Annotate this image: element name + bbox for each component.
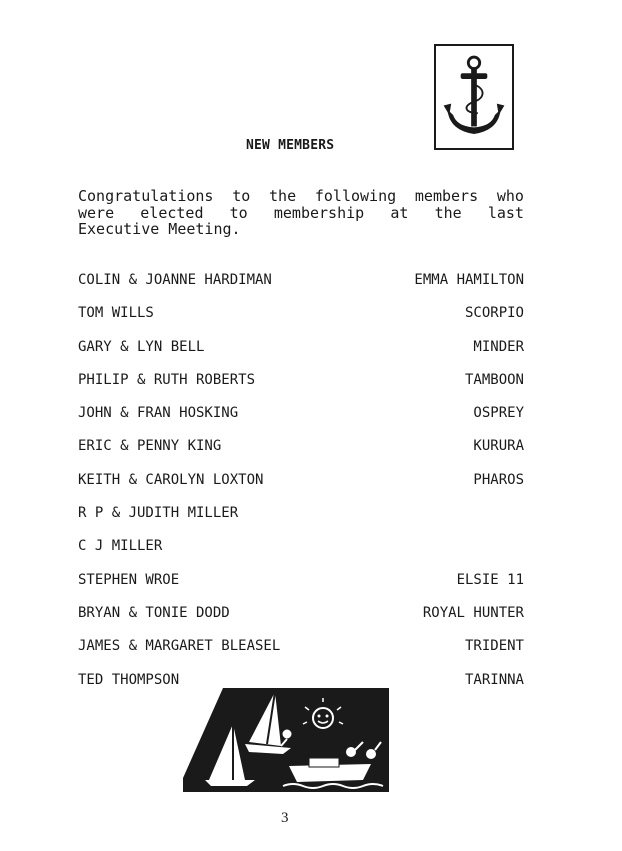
member-row xyxy=(78,604,524,637)
intro-word: to xyxy=(232,187,251,205)
member-row xyxy=(78,404,524,437)
member-name: KEITH & CAROLYN LOXTON xyxy=(78,471,264,488)
intro-word: elected xyxy=(140,203,204,222)
intro-word: who xyxy=(496,187,524,205)
member-name: TOM WILLS xyxy=(78,305,154,322)
member-row xyxy=(78,437,524,470)
intro-word: membership xyxy=(273,203,365,222)
member-name: TED THOMPSON xyxy=(78,671,180,688)
intro-word: last xyxy=(487,203,524,222)
member-name: JOHN & FRAN HOSKING xyxy=(78,405,239,422)
intro-word: were xyxy=(78,203,115,222)
boat-name: TARINNA xyxy=(464,671,524,688)
intro-line-1 xyxy=(78,188,524,205)
boat-name: TAMBOON xyxy=(464,371,524,388)
intro-word: the xyxy=(434,203,462,222)
member-name: C J MILLER xyxy=(78,538,163,555)
member-list xyxy=(78,271,524,704)
boat-name: TRIDENT xyxy=(464,638,524,655)
intro-word: the xyxy=(269,187,297,205)
intro-word: members xyxy=(414,187,479,205)
member-name: ERIC & PENNY KING xyxy=(78,438,222,455)
boat-name: OSPREY xyxy=(473,405,524,422)
member-row xyxy=(78,571,524,604)
member-row xyxy=(78,371,524,404)
member-name: BRYAN & TONIE DODD xyxy=(78,604,230,621)
intro-line-3: Executive Meeting. xyxy=(78,220,241,238)
member-row xyxy=(78,537,524,570)
boat-name: ROYAL HUNTER xyxy=(422,604,524,621)
page-number: 3 xyxy=(281,810,289,826)
member-name: PHILIP & RUTH ROBERTS xyxy=(78,371,256,388)
intro-word: at xyxy=(390,203,409,222)
member-name: GARY & LYN BELL xyxy=(78,338,205,355)
member-name: JAMES & MARGARET BLEASEL xyxy=(78,638,281,655)
member-name: COLIN & JOANNE HARDIMAN xyxy=(78,272,272,288)
member-row xyxy=(78,271,524,304)
anchor-icon xyxy=(434,44,514,150)
boat-name: SCORPIO xyxy=(464,305,524,322)
boat-name: ELSIE 11 xyxy=(456,571,524,588)
intro-word: to xyxy=(229,203,248,222)
member-name: R P & JUDITH MILLER xyxy=(78,505,239,522)
page-title: NEW MEMBERS xyxy=(246,138,335,153)
boat-name: EMMA HAMILTON xyxy=(414,272,524,288)
intro-line-2 xyxy=(78,205,524,222)
member-row xyxy=(78,637,524,670)
boat-name: MINDER xyxy=(473,338,524,355)
member-row xyxy=(78,304,524,337)
sailboats-illustration xyxy=(183,688,389,792)
intro-word: following xyxy=(314,187,397,205)
member-row xyxy=(78,338,524,371)
boat-name: PHAROS xyxy=(473,471,524,488)
intro-paragraph xyxy=(78,188,524,238)
member-name: STEPHEN WROE xyxy=(78,571,180,588)
boat-name: KURURA xyxy=(473,438,524,455)
intro-word: Congratulations xyxy=(78,187,214,205)
member-row xyxy=(78,471,524,504)
member-row xyxy=(78,504,524,537)
